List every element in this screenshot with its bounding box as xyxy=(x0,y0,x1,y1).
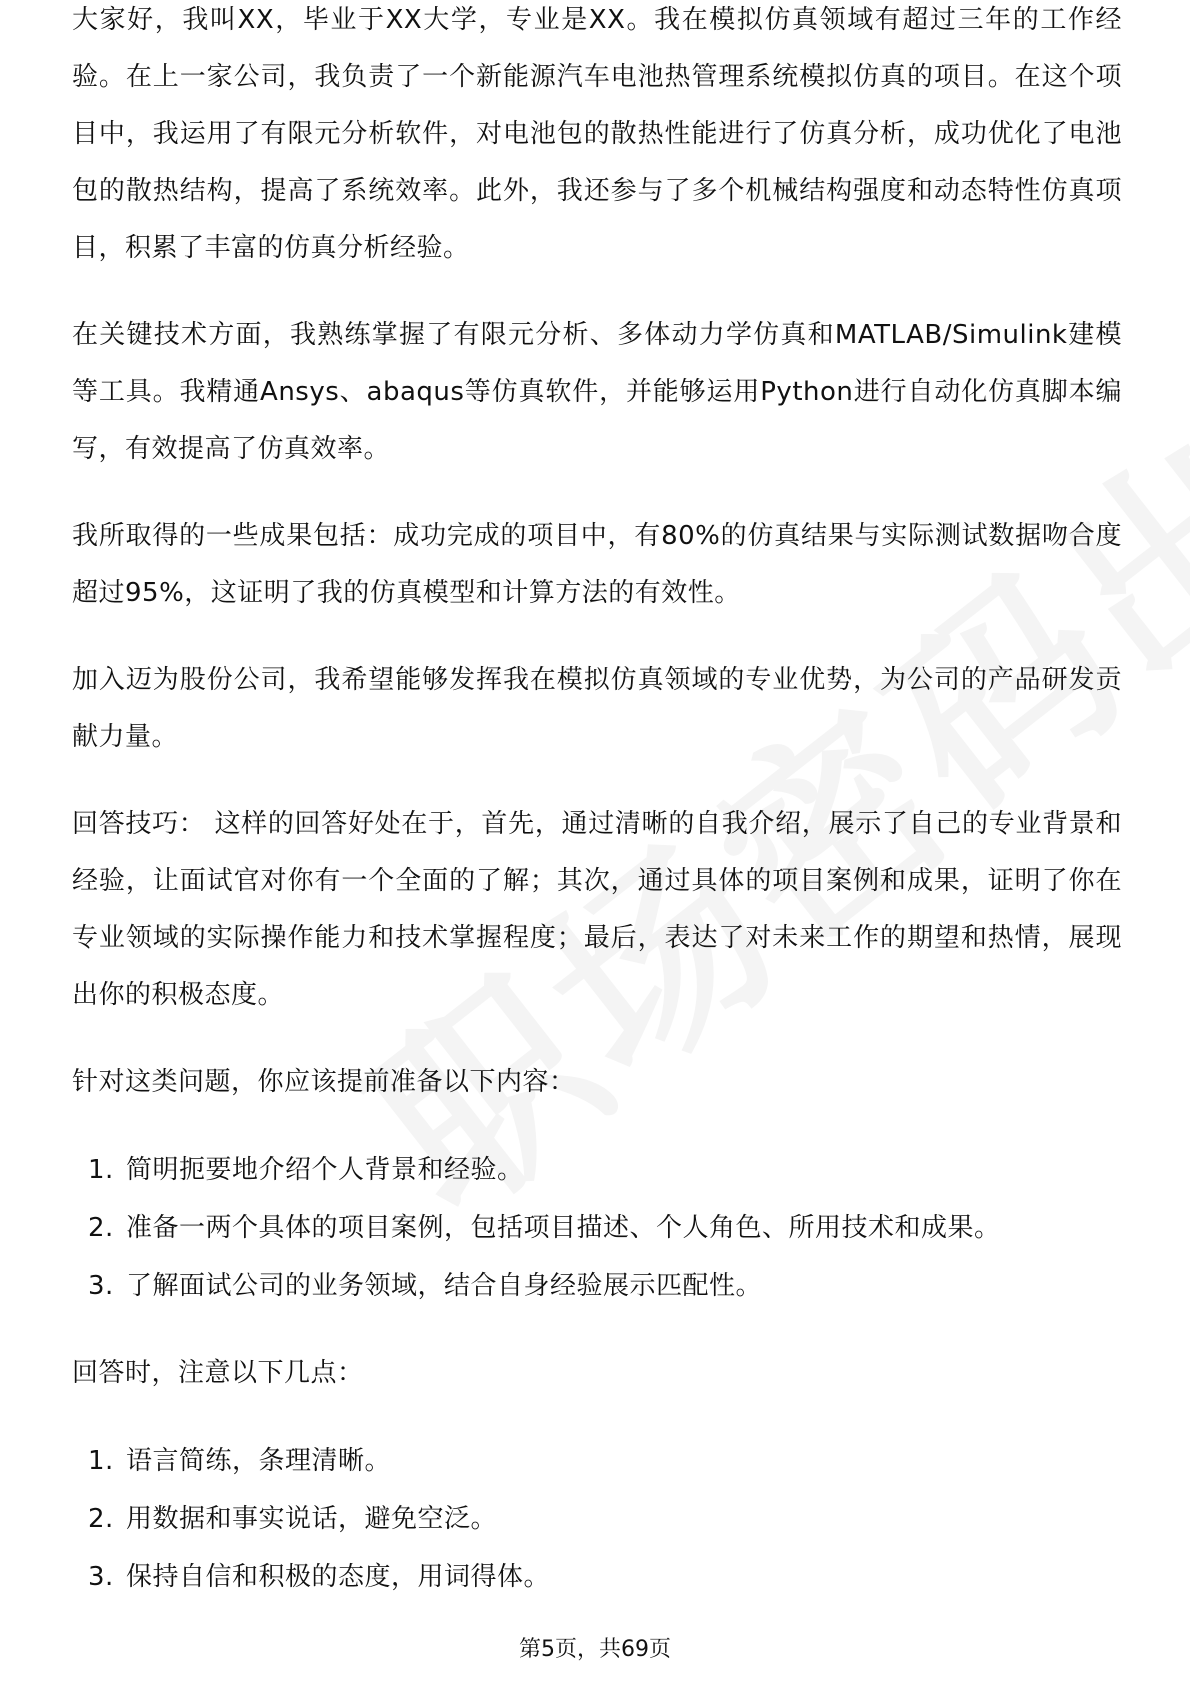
list-item-text: 简明扼要地介绍个人背景和经验。 xyxy=(126,1155,524,1185)
list-number: 1. xyxy=(88,1446,114,1476)
list-item xyxy=(72,1257,1122,1315)
list-item-text: 保持自信和积极的态度，用词得体。 xyxy=(126,1562,551,1592)
list-item xyxy=(72,1490,1122,1548)
page-number: 第5页，共69页 xyxy=(519,1637,671,1662)
attention-list xyxy=(72,1432,1122,1606)
list-number: 2. xyxy=(88,1213,114,1243)
intro-paragraph: 大家好，我叫XX，毕业于XX大学，专业是XX。我在模拟仿真领域有超过三年的工作经验。在上一家公司，我负责了一个新能源汽车电池热管理系统模拟仿真的项目。在这个项目中，我运用了有限元分析软件，对电池包的散热性能进行了仿真分析，成功优化了电池包的散热结构，提高了系统效率。此外，我还参与了多个机械结构强度和动态特性仿真项目，积累了丰富的仿真分析经验。 xyxy=(72,5,1122,263)
list-item-text: 准备一两个具体的项目案例，包括项目描述、个人角色、所用技术和成果。 xyxy=(126,1213,1001,1243)
list-item xyxy=(72,1141,1122,1199)
list-number: 1. xyxy=(88,1155,114,1185)
list-item xyxy=(72,1548,1122,1606)
document-body xyxy=(72,5,1122,1636)
skills-paragraph: 在关键技术方面，我熟练掌握了有限元分析、多体动力学仿真和MATLAB/Simulink建模等工具。我精通Ansys、abaqus等仿真软件，并能够运用Python进行自动化仿真脚本编写，有效提高了仿真效率。 xyxy=(72,320,1122,464)
prepare-list xyxy=(72,1141,1122,1315)
motivation-paragraph: 加入迈为股份公司，我希望能够发挥我在模拟仿真领域的专业优势，为公司的产品研发贡献力量。 xyxy=(72,665,1122,752)
list-item-text: 语言简练，条理清晰。 xyxy=(126,1446,392,1476)
achievements-paragraph: 我所取得的一些成果包括：成功完成的项目中，有80%的仿真结果与实际测试数据吻合度超过95%，这证明了我的仿真模型和计算方法的有效性。 xyxy=(72,521,1122,608)
attention-intro: 回答时，注意以下几点： xyxy=(72,1358,364,1388)
prepare-intro: 针对这类问题，你应该提前准备以下内容： xyxy=(72,1067,576,1097)
tips-paragraph: 回答技巧： 这样的回答好处在于，首先，通过清晰的自我介绍，展示了自己的专业背景和经验，让面试官对你有一个全面的了解；其次，通过具体的项目案例和成果，证明了你在专业领域的实际操作能力和技术掌握程度；最后，表达了对未来工作的期望和热情，展现出你的积极态度。 xyxy=(72,809,1122,1010)
list-number: 3. xyxy=(88,1562,114,1592)
list-item-text: 用数据和事实说话，避免空泛。 xyxy=(126,1504,498,1534)
list-number: 2. xyxy=(88,1504,114,1534)
list-item xyxy=(72,1199,1122,1257)
list-item-text: 了解面试公司的业务领域，结合自身经验展示匹配性。 xyxy=(126,1271,763,1301)
list-item xyxy=(72,1432,1122,1490)
list-number: 3. xyxy=(88,1271,114,1301)
